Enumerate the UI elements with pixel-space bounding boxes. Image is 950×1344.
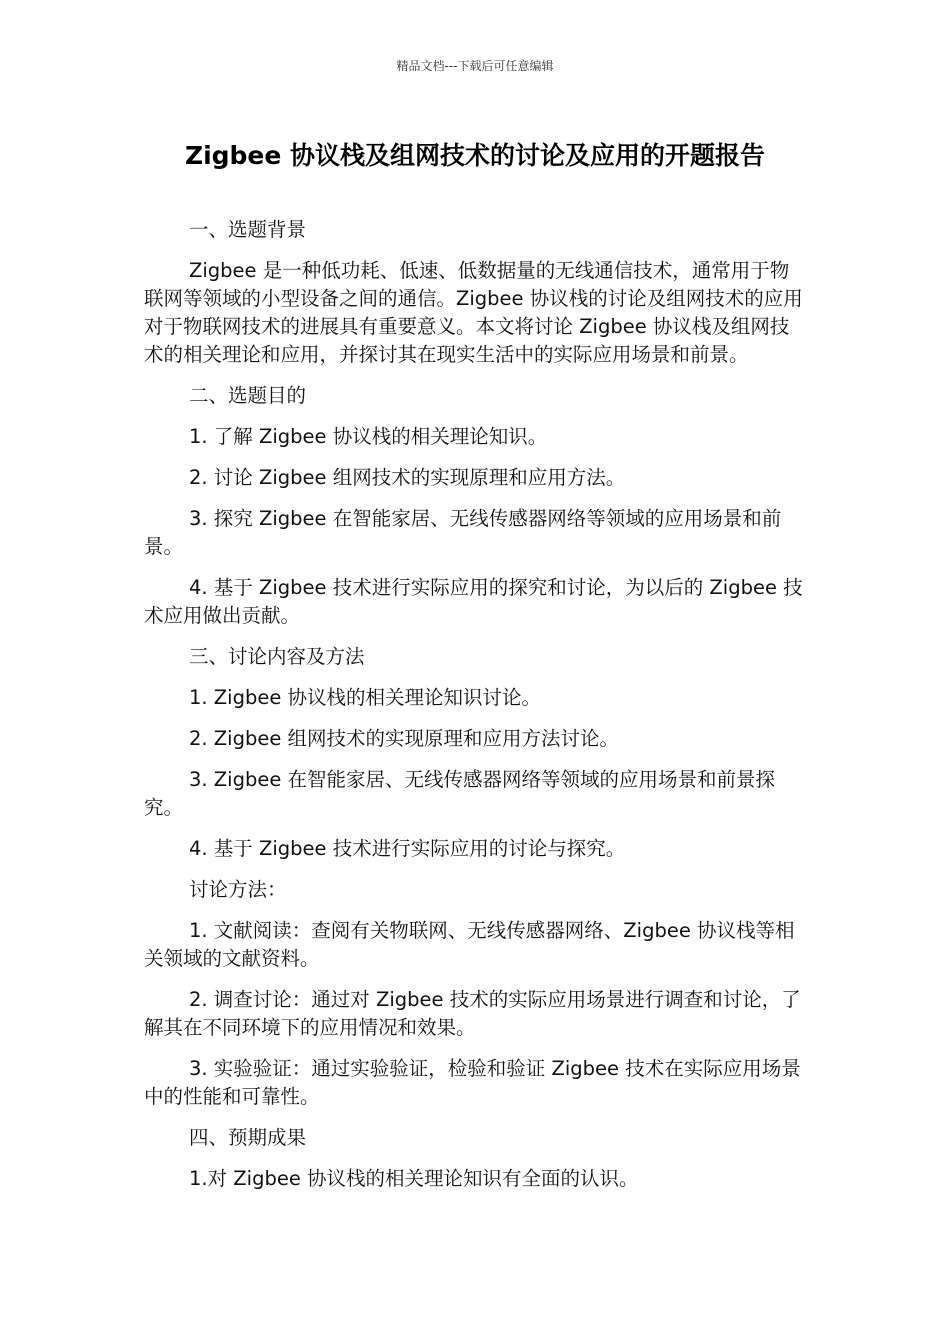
- list-item-method-2: 2. 调查讨论：通过对 Zigbee 技术的实际应用场景进行调查和讨论，了解其在不同环境下的应用情况和效果。: [144, 988, 801, 1039]
- list-item-content-4: 4. 基于 Zigbee 技术进行实际应用的讨论与探究。: [189, 837, 626, 860]
- list-item-content-3: 3. Zigbee 在智能家居、无线传感器网络等领域的应用场景和前景探究。: [144, 768, 776, 819]
- subheading-methods: 讨论方法：: [189, 878, 287, 901]
- section-heading-background: 一、选题背景: [189, 218, 307, 241]
- list-item-purpose-1: 1. 了解 Zigbee 协议栈的相关理论知识。: [189, 425, 548, 448]
- page-header-note: 精品文档---下载后可任意编辑: [396, 59, 554, 73]
- section-heading-expected-results: 四、预期成果: [189, 1126, 307, 1149]
- paragraph-background: Zigbee 是一种低功耗、低速、低数据量的无线通信技术，通常用于物联网等领域的小型设备之间的通信。Zigbee 协议栈的讨论及组网技术的应用对于物联网技术的进展具有重要意义。本文将讨论 Zigbee 协议栈及组网技术的相关理论和应用，并探讨其在现实生活中的实际应用场景和前景。: [144, 259, 803, 366]
- list-item-result-1: 1.对 Zigbee 协议栈的相关理论知识有全面的认识。: [189, 1167, 639, 1190]
- document-body: [144, 216, 808, 1206]
- section-heading-purpose: 二、选题目的: [189, 384, 307, 407]
- list-item-purpose-3: 3. 探究 Zigbee 在智能家居、无线传感器网络等领域的应用场景和前景。: [144, 507, 782, 558]
- list-item-content-2: 2. Zigbee 组网技术的实现原理和应用方法讨论。: [189, 727, 620, 750]
- list-item-content-1: 1. Zigbee 协议栈的相关理论知识讨论。: [189, 686, 542, 709]
- list-item-method-1: 1. 文献阅读：查阅有关物联网、无线传感器网络、Zigbee 协议栈等相关领域的文献资料。: [144, 919, 795, 970]
- section-heading-content-methods: 三、讨论内容及方法: [189, 645, 365, 668]
- list-item-purpose-4: 4. 基于 Zigbee 技术进行实际应用的探究和讨论，为以后的 Zigbee 技术应用做出贡献。: [144, 576, 803, 627]
- list-item-method-3: 3. 实验验证：通过实验验证，检验和验证 Zigbee 技术在实际应用场景中的性能和可靠性。: [144, 1057, 801, 1108]
- list-item-purpose-2: 2. 讨论 Zigbee 组网技术的实现原理和应用方法。: [189, 466, 626, 489]
- document-title: Zigbee 协议栈及组网技术的讨论及应用的开题报告: [184, 141, 766, 170]
